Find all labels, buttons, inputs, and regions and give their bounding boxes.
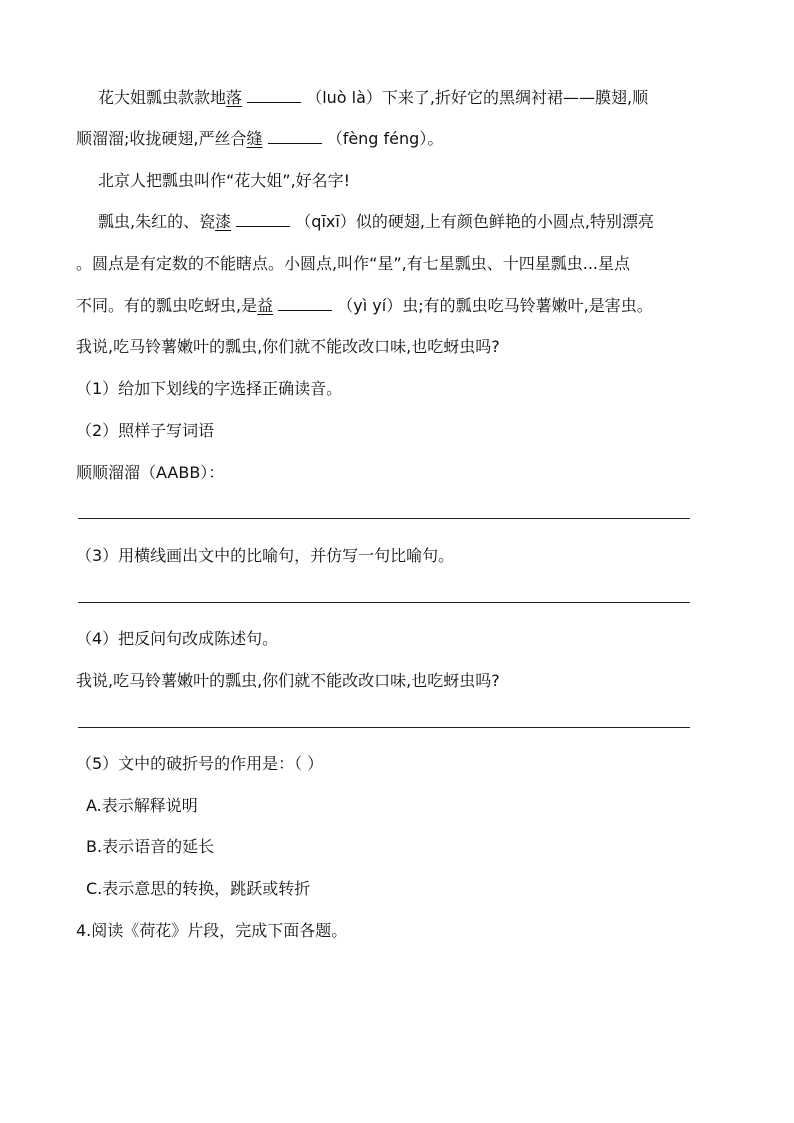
option-c[interactable]: C.表示意思的转换，跳跃或转折 [86,879,311,898]
passage-line: 北京人把瓢虫叫作“花大姐”,好名字! [98,171,351,190]
answer-blank[interactable] [247,86,301,103]
pinyin-choice: （yì yí）虫;有的瓢虫吃马铃薯嫩叶,是害虫。 [337,296,653,315]
passage-line [76,294,653,318]
underlined-char: 漆 [215,212,232,231]
passage-text: 不同。有的瓢虫吃蚜虫,是 [76,296,258,315]
answer-line[interactable] [78,602,690,603]
underlined-char: 落 [226,88,243,107]
passage-text: 瓢虫,朱红的、瓷 [98,212,216,231]
passage-line [98,86,648,110]
underlined-char: 缝 [246,129,263,148]
answer-line[interactable] [78,518,690,519]
passage-text: 顺溜溜;收拢硬翅,严丝合 [76,129,247,148]
answer-line[interactable] [78,727,690,728]
pinyin-choice: （fèng féng）。 [326,129,444,148]
question-2-example: 顺顺溜溜（AABB）： [76,463,225,482]
option-b[interactable]: B.表示语音的延长 [86,837,215,856]
option-a[interactable]: A.表示解释说明 [86,796,198,815]
passage-line: 我说,吃马铃薯嫩叶的瓢虫,你们就不能改改口味,也吃蚜虫吗? [76,337,500,356]
answer-blank[interactable] [268,127,322,144]
answer-blank[interactable] [278,294,332,311]
question-4-sentence: 我说,吃马铃薯嫩叶的瓢虫,你们就不能改改口味,也吃蚜虫吗? [76,671,500,690]
answer-blank[interactable] [236,210,290,227]
passage-line [76,127,443,151]
pinyin-choice: （qīxī）似的硬翅,上有颜色鲜艳的小圆点,特别漂亮 [295,212,654,231]
question-1: （1）给加下划线的字选择正确读音。 [76,379,343,398]
question-2: （2）照样子写词语 [76,421,215,440]
question-5: （5）文中的破折号的作用是：（ ） [76,754,324,773]
pinyin-choice: （luò là）下来了,折好它的黑绸衬裙——膜翅,顺 [306,88,649,107]
passage-text: 花大姐瓢虫款款地 [98,88,227,107]
passage-line: 。圆点是有定数的不能瞎点。小圆点,叫作“星”,有七星瓢虫、十四星瓢虫...星点 [76,254,631,273]
next-question-heading: 4.阅读《荷花》片段，完成下面各题。 [76,921,348,940]
question-3: （3）用横线画出文中的比喻句，并仿写一句比喻句。 [76,546,455,565]
passage-line [98,210,654,234]
question-4: （4）把反问句改成陈述句。 [76,629,279,648]
underlined-char: 益 [257,296,274,315]
